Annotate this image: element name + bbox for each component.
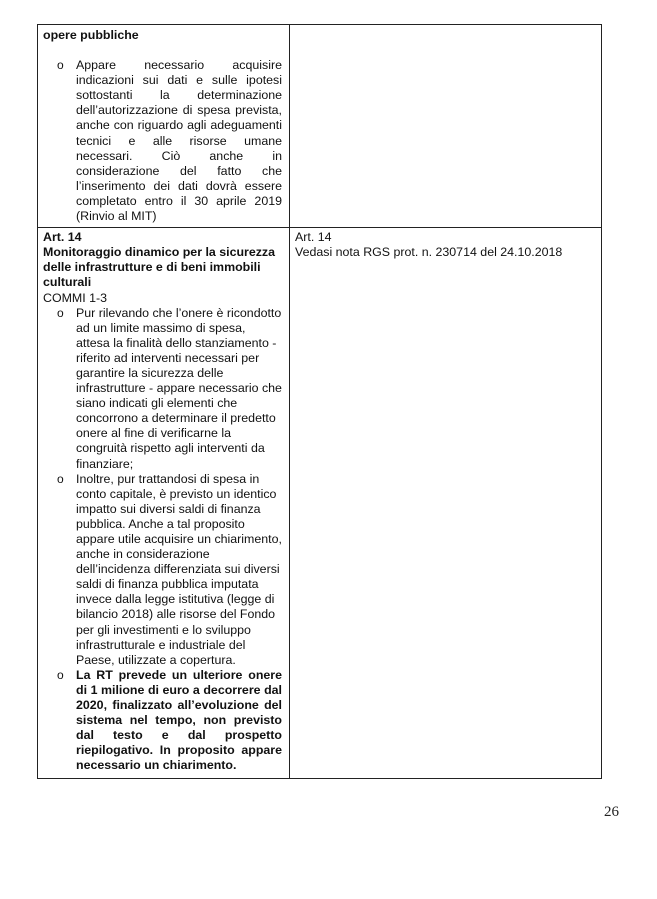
right-cell	[290, 25, 602, 228]
table-row	[38, 25, 602, 228]
bullet-text: Appare necessario acquisire indicazioni sui dati e sulle ipotesi sottostanti la determinazione dell’autorizzazione di spesa prevista, anche con riguardo agli adeguamenti tecnici e alle risorse umane necessari. Ciò anche in considerazione del fatto che l’inserimento dei dati dovrà essere completato entro il 30 aprile 2019 (Rinvio al MIT)	[76, 58, 282, 224]
bullet-glyph: o	[57, 471, 64, 486]
bullet-glyph: o	[57, 667, 64, 682]
bullet-text: La RT prevede un ulteriore onere di 1 milione di euro a decorrere dal 2020, finalizzato all’evoluzione del sistema nel tempo, non previsto dal testo e dal prospetto riepilogativo. In proposito appare necessario un chiarimento.	[76, 667, 282, 773]
article-number: Art. 14	[295, 230, 332, 245]
section-heading: opere pubbliche	[43, 28, 139, 42]
list-item	[43, 58, 284, 225]
bullet-glyph: o	[57, 305, 64, 320]
left-cell	[38, 228, 290, 778]
bullet-text: Inoltre, pur trattandosi di spesa in conto capitale, è previsto un identico impatto sui diversi saldi di finanza pubblica. Anche a tal proposito appare utile acquisire un chiarimento, anche in considerazione dell’incidenza differenziata sui diversi saldi di finanza pubblica imputata invece dalla legge istitutiva (legge di bilancio 2018) alle risorse del Fondo per gli investimenti e lo sviluppo infrastrutturale e industriale del Paese, utilizzate a copertura.	[76, 471, 282, 667]
list-item	[43, 668, 284, 776]
page-number: 26	[604, 804, 619, 820]
left-cell	[38, 25, 290, 228]
commi-label: COMMI 1-3	[43, 290, 108, 305]
observations-table	[37, 24, 602, 779]
table-row	[38, 228, 602, 778]
bullet-glyph: o	[57, 58, 64, 73]
bullet-list	[43, 306, 284, 776]
article-title: Monitoraggio dinamico per la sicurezza delle infrastrutture e di beni immobili culturali	[43, 245, 276, 290]
bullet-text: Pur rilevando che l’onere è ricondotto ad un limite massimo di spesa, attesa la finalità dello stanziamento - riferito ad interventi necessari per garantire la sicurezza delle infrastrutture - appare necessario che siano indicati gli elementi che concorrono a determinare il predetto onere al fine di verificarne la congruità rispetto agli interventi da finanziare;	[76, 305, 282, 471]
list-item	[43, 472, 284, 668]
bullet-list	[43, 58, 284, 225]
list-item	[43, 306, 284, 472]
right-cell	[290, 228, 602, 778]
article-number: Art. 14	[43, 230, 82, 245]
rgs-note: Vedasi nota RGS prot. n. 230714 del 24.10.2018	[295, 245, 563, 260]
